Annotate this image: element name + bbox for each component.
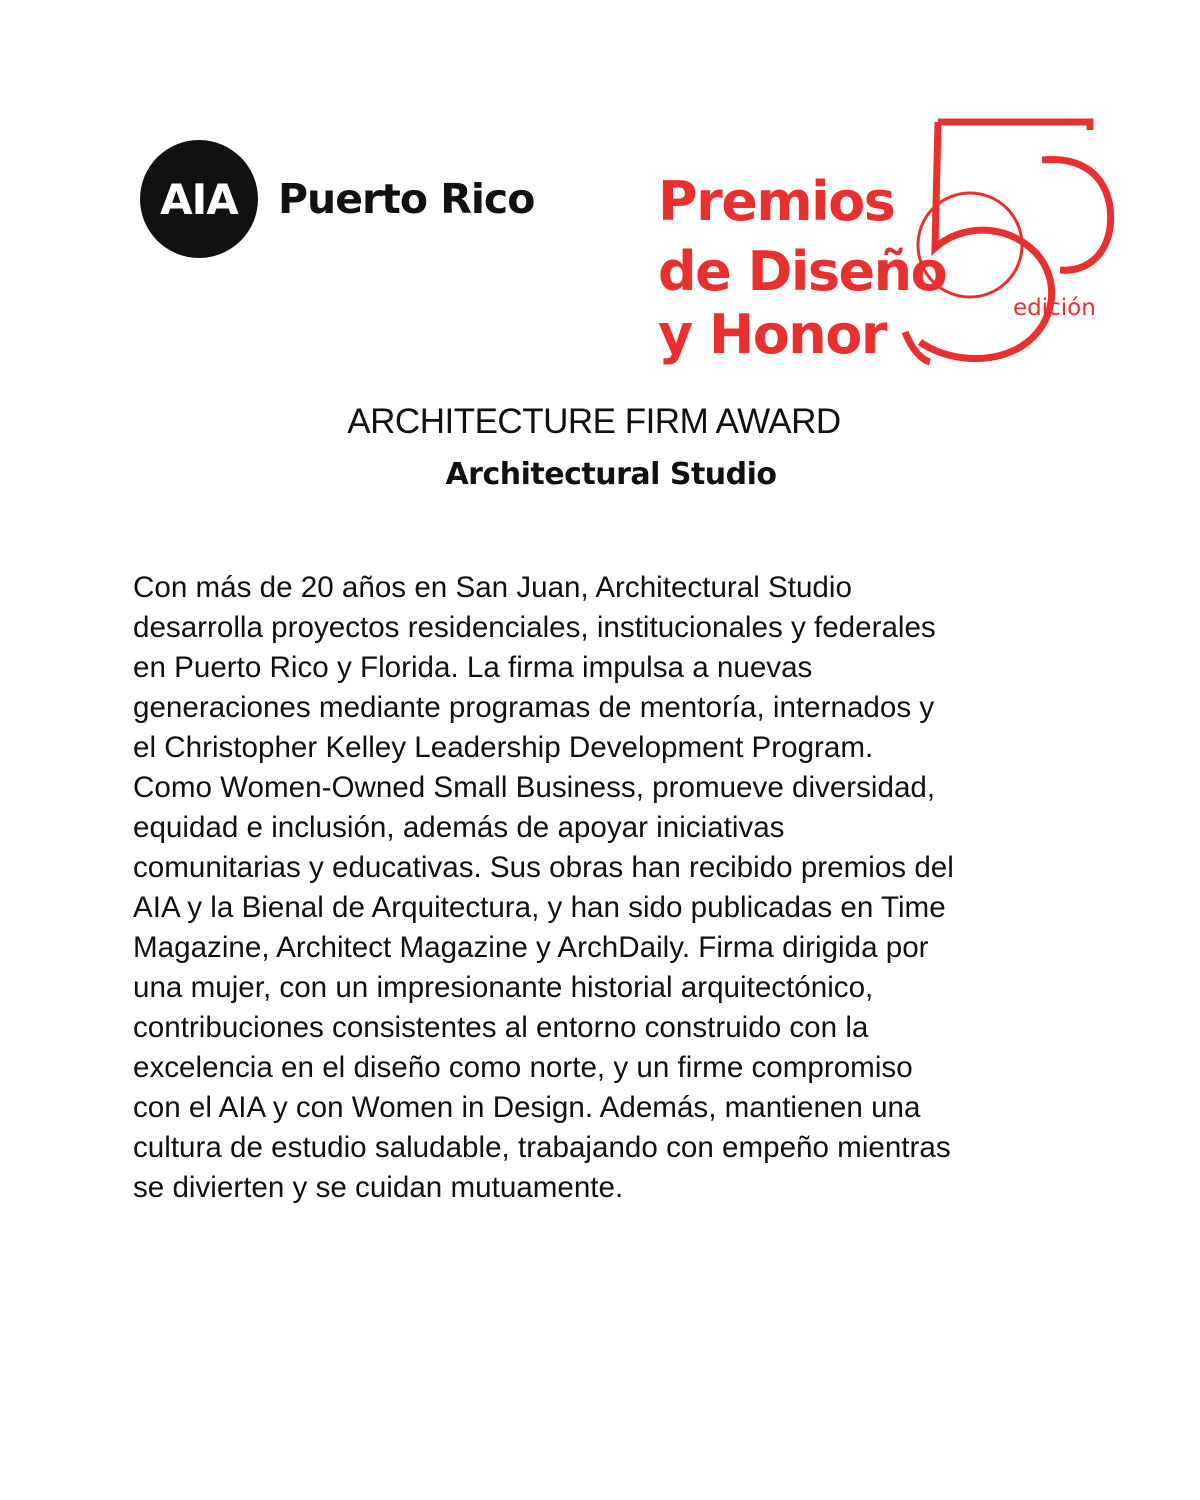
description-line: con el AIA y con Women in Design. Además, mantienen una bbox=[133, 1091, 921, 1124]
description-line: generaciones mediante programas de mentoría, internados y bbox=[133, 691, 935, 724]
description-line: Con más de 20 años en San Juan, Architectural Studio bbox=[133, 571, 852, 604]
aia-chapter-name: Puerto Rico bbox=[278, 175, 535, 223]
description-line: en Puerto Rico y Florida. La firma impulsa a nuevas bbox=[133, 651, 813, 684]
description-line: contribuciones consistentes al entorno construido con la bbox=[133, 1011, 869, 1044]
premios-title-line-3: y Honor bbox=[658, 303, 886, 366]
firm-description bbox=[133, 568, 1093, 1208]
premios-diseno-honor-logo bbox=[650, 110, 1120, 370]
description-line: una mujer, con un impresionante historial arquitectónico, bbox=[133, 971, 874, 1004]
description-line: se divierten y se cuidan mutuamente. bbox=[133, 1171, 624, 1204]
description-line: AIA y la Bienal de Arquitectura, y han sido publicadas en Time bbox=[133, 891, 946, 924]
description-line: equidad e inclusión, además de apoyar iniciativas bbox=[133, 811, 785, 844]
description-line: desarrolla proyectos residenciales, institucionales y federales bbox=[133, 611, 936, 644]
premios-title-line-2: de Diseño bbox=[658, 240, 947, 303]
premios-title-line-1: Premios bbox=[658, 170, 895, 233]
aia-puerto-rico-logo bbox=[140, 140, 534, 258]
aia-badge: AIA bbox=[140, 140, 258, 258]
award-title: ARCHITECTURE FIRM AWARD bbox=[347, 402, 841, 441]
description-line: cultura de estudio saludable, trabajando con empeño mientras bbox=[133, 1131, 951, 1164]
description-line: el Christopher Kelley Leadership Development Program. bbox=[133, 731, 874, 764]
description-line: Magazine, Architect Magazine y ArchDaily. Firma dirigida por bbox=[133, 931, 929, 964]
premios-edition-label: edición bbox=[1013, 295, 1096, 321]
description-line: comunitarias y educativas. Sus obras han recibido premios del bbox=[133, 851, 954, 884]
numeral-zero bbox=[938, 122, 1111, 270]
description-line: Como Women-Owned Small Business, promueve diversidad, bbox=[133, 771, 936, 804]
description-line: excelencia en el diseño como norte, y un firme compromiso bbox=[133, 1051, 913, 1084]
firm-name: Architectural Studio bbox=[445, 457, 777, 492]
